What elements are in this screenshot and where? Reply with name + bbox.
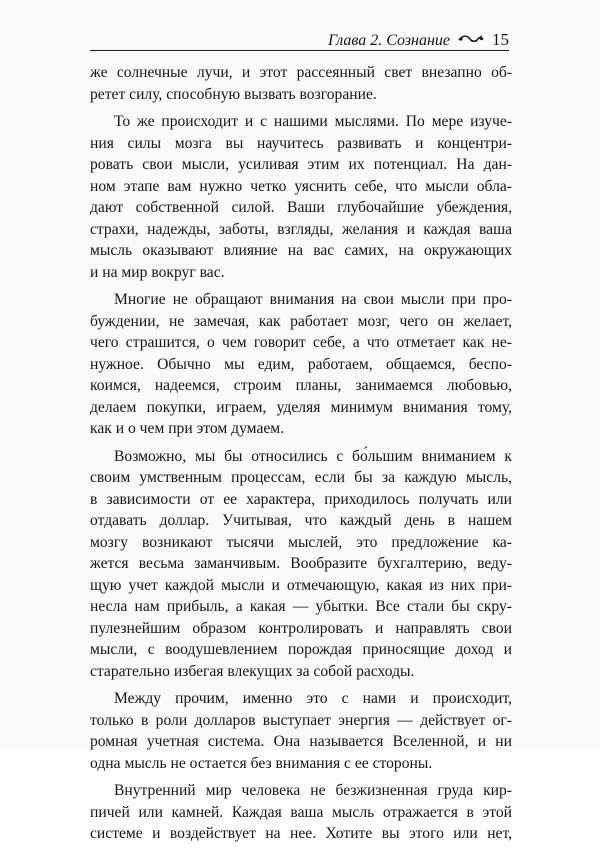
text-line: ровать свои мысли, усиливая этим их потенциал. На дан- — [90, 156, 512, 173]
paragraph — [90, 289, 512, 440]
text-line: в зависимости от ее характера, приходилось получать или — [90, 490, 512, 508]
text-line: мозгу возникают тысячи мыслей, это предложение ка- — [90, 533, 512, 551]
chapter-title: Глава 2. Сознание — [327, 32, 450, 49]
text-line: старательно избегая влекущих за собой расходы. — [90, 662, 415, 680]
text-line: щую учет каждой мысли и отмечающую, какая из них при- — [90, 576, 512, 594]
text-line: несла нам прибыль, а какая — убытки. Все стали бы скру- — [90, 598, 512, 615]
running-head — [90, 24, 509, 51]
paragraph — [90, 780, 512, 845]
text-line: отдавать доллар. Учитывая, что каждый день в нашем — [90, 512, 512, 529]
text-line: и на мир вокруг вас. — [90, 263, 225, 281]
paragraph — [90, 688, 512, 774]
text-line: Между прочим, именно это с нами и происходит, — [114, 690, 512, 707]
paragraph — [90, 62, 512, 105]
paragraph — [90, 111, 512, 283]
text-line: ретет силу, способную вызвать возгорание. — [90, 85, 377, 103]
swirl-ornament-icon — [458, 34, 484, 44]
text-line: буждении, не замечая, как работает мозг, чего он желает, — [90, 312, 512, 330]
text-line: мысли, с воодушевлением порождая приносящие доход и — [90, 641, 512, 658]
text-line: ном этапе вам нужно четко уяснить себе, что мысли обла- — [90, 177, 512, 195]
text-line: делаем покупки, играем, уделяя минимум внимания тому, — [90, 398, 512, 416]
text-line: Внутренний мир человека не безжизненная груда кир- — [114, 782, 512, 799]
text-line: ромная учетная система. Она называется Вселенной, и ни — [90, 733, 512, 750]
text-line: ния силы мозга вы научитесь развивать и концентри- — [90, 134, 512, 152]
text-line: нужное. Обычно мы едим, работаем, общаемся, беспо- — [90, 355, 512, 373]
body-text — [90, 62, 512, 851]
text-line: как и о чем при этом думаем. — [90, 420, 285, 437]
text-line: только в роли долларов выступает энергия — действует ог- — [90, 711, 512, 729]
text-line: пулезнейшим образом контролировать и направлять свои — [90, 619, 512, 637]
text-line: жется весьма заманчивым. Вообразите бухгалтерию, веду- — [90, 555, 512, 572]
text-line: чего страшится, о чем говорит себе, а что отметает как не- — [90, 334, 512, 351]
text-line: То же происходит и с нашими мыслями. По мере изуче- — [114, 113, 512, 130]
text-line: пичей или камней. Каждая ваша мысль отражается в этой — [90, 803, 512, 821]
text-line: коимся, надеемся, строим планы, занимаемся любовью, — [90, 377, 512, 394]
paragraph — [90, 446, 512, 683]
text-line: Многие не обращают внимания на свои мысли при про- — [114, 291, 512, 308]
text-line: системе и воздействует на нее. Хотите вы этого или нет, — [90, 825, 512, 842]
text-line: Возможно, мы бы относились с бо́льшим вниманием к — [114, 447, 512, 465]
text-line: мысль оказывают влияние на вас самих, на окружающих — [90, 242, 512, 259]
text-line: одна мысль не остается без внимания с ее стороны. — [90, 754, 433, 772]
page-number: 15 — [492, 30, 509, 49]
text-line: страхи, надежды, заботы, взгляды, желания и каждая ваша — [90, 220, 512, 238]
text-line: же солнечные лучи, и этот рассеянный свет внезапно об- — [90, 64, 512, 81]
text-line: дают собственной силой. Ваши глубочайшие убеждения, — [90, 199, 512, 216]
text-line: своим умственным процессам, если бы за каждую мысль, — [90, 469, 512, 486]
